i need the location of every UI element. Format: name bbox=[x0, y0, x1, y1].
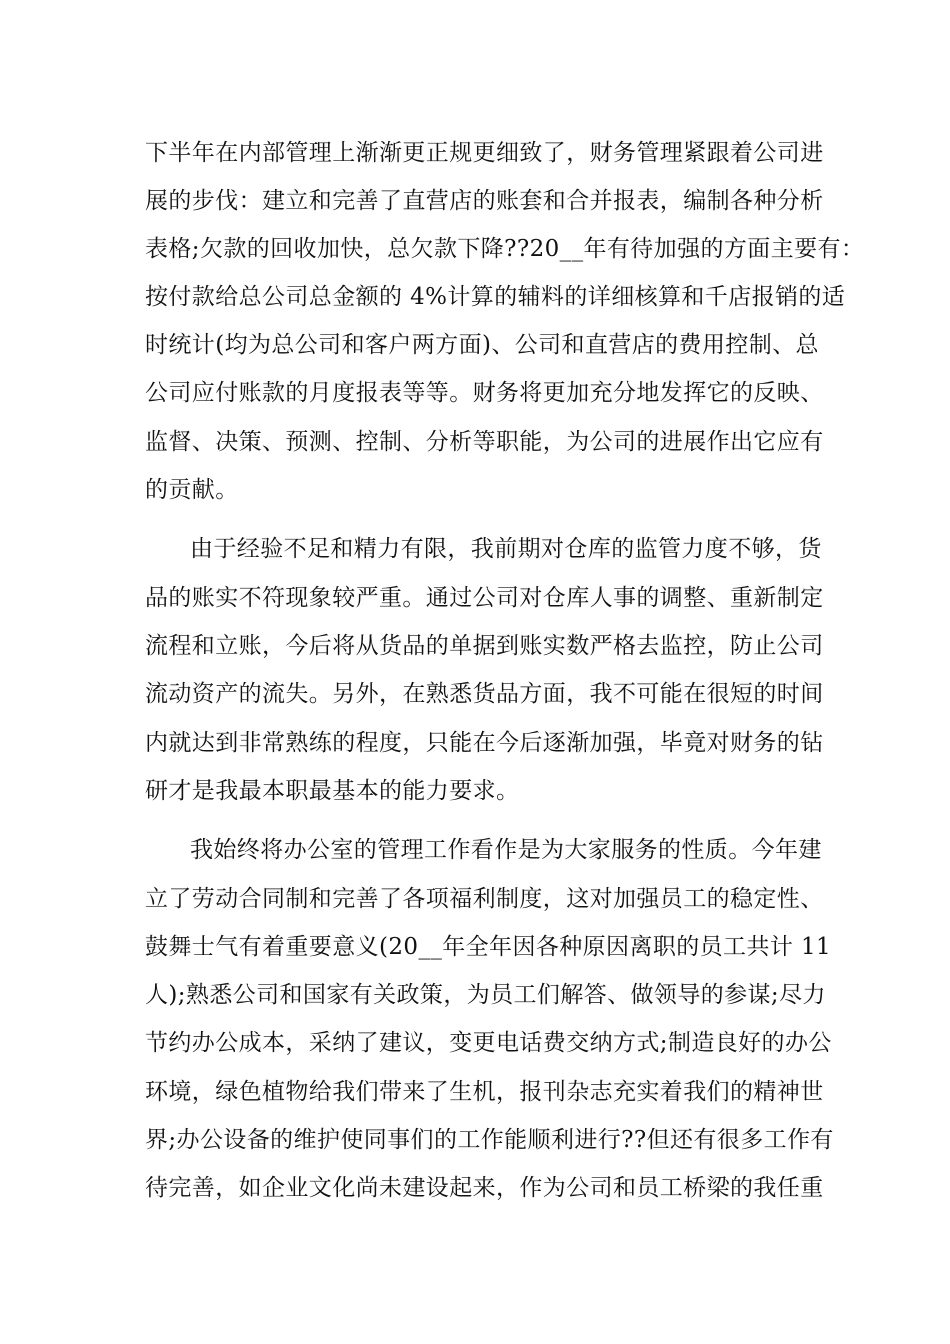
paragraph-1-line-3: 表格;欠款的回收加快，总欠款下降??20__年有待加强的方面主要有： bbox=[145, 236, 865, 262]
paragraph-1-line-8: 的贡献。 bbox=[145, 477, 239, 503]
paragraph-1-line-1: 下半年在内部管理上渐渐更正规更细致了，财务管理紧跟着公司进 bbox=[145, 140, 824, 166]
paragraph-2-line-3: 流程和立账，今后将从货品的单据到账实数严格去监控，防止公司 bbox=[145, 633, 824, 659]
paragraph-3-line-6: 环境，绿色植物给我们带来了生机，报刊杂志充实着我们的精神世 bbox=[145, 1079, 824, 1105]
paragraph-3-line-3: 鼓舞士气有着重要意义(20__年全年因各种原因离职的员工共计 11 bbox=[145, 934, 832, 960]
paragraph-1-line-5: 时统计(均为总公司和客户两方面)、公司和直营店的费用控制、总 bbox=[145, 332, 819, 358]
paragraph-1-line-6: 公司应付账款的月度报表等等。财务将更加充分地发挥它的反映、 bbox=[145, 380, 824, 406]
paragraph-3-line-4: 人);熟悉公司和国家有关政策，为员工们解答、做领导的参谋;尽力 bbox=[145, 982, 826, 1008]
paragraph-3-line-1: 我始终将办公室的管理工作看作是为大家服务的性质。今年建 bbox=[190, 837, 822, 863]
paragraph-2-line-4: 流动资产的流失。另外，在熟悉货品方面，我不可能在很短的时间 bbox=[145, 681, 824, 707]
paragraph-2-line-6: 研才是我最本职最基本的能力要求。 bbox=[145, 778, 520, 804]
paragraph-3-line-8: 待完善，如企业文化尚未建设起来，作为公司和员工桥梁的我任重 bbox=[145, 1175, 824, 1201]
paragraph-1-line-2: 展的步伐：建立和完善了直营店的账套和合并报表，编制各种分析 bbox=[145, 188, 824, 214]
paragraph-2-line-5: 内就达到非常熟练的程度，只能在今后逐渐加强，毕竟对财务的钻 bbox=[145, 730, 824, 756]
paragraph-3-line-7: 界;办公设备的维护使同事们的工作能顺利进行??但还有很多工作有 bbox=[145, 1127, 834, 1153]
paragraph-2-line-1: 由于经验不足和精力有限，我前期对仓库的监管力度不够，货 bbox=[190, 536, 822, 562]
paragraph-3-line-2: 立了劳动合同制和完善了各项福利制度，这对加强员工的稳定性、 bbox=[145, 886, 824, 912]
paragraph-1-line-4: 按付款给总公司总金额的 4%计算的辅料的详细核算和千店报销的适 bbox=[145, 284, 846, 310]
paragraph-3-line-5: 节约办公成本，采纳了建议，变更电话费交纳方式;制造良好的办公 bbox=[145, 1030, 832, 1056]
paragraph-1-line-7: 监督、决策、预测、控制、分析等职能，为公司的进展作出它应有 bbox=[145, 429, 824, 455]
paragraph-2-line-2: 品的账实不符现象较严重。通过公司对仓库人事的调整、重新制定 bbox=[145, 585, 824, 611]
